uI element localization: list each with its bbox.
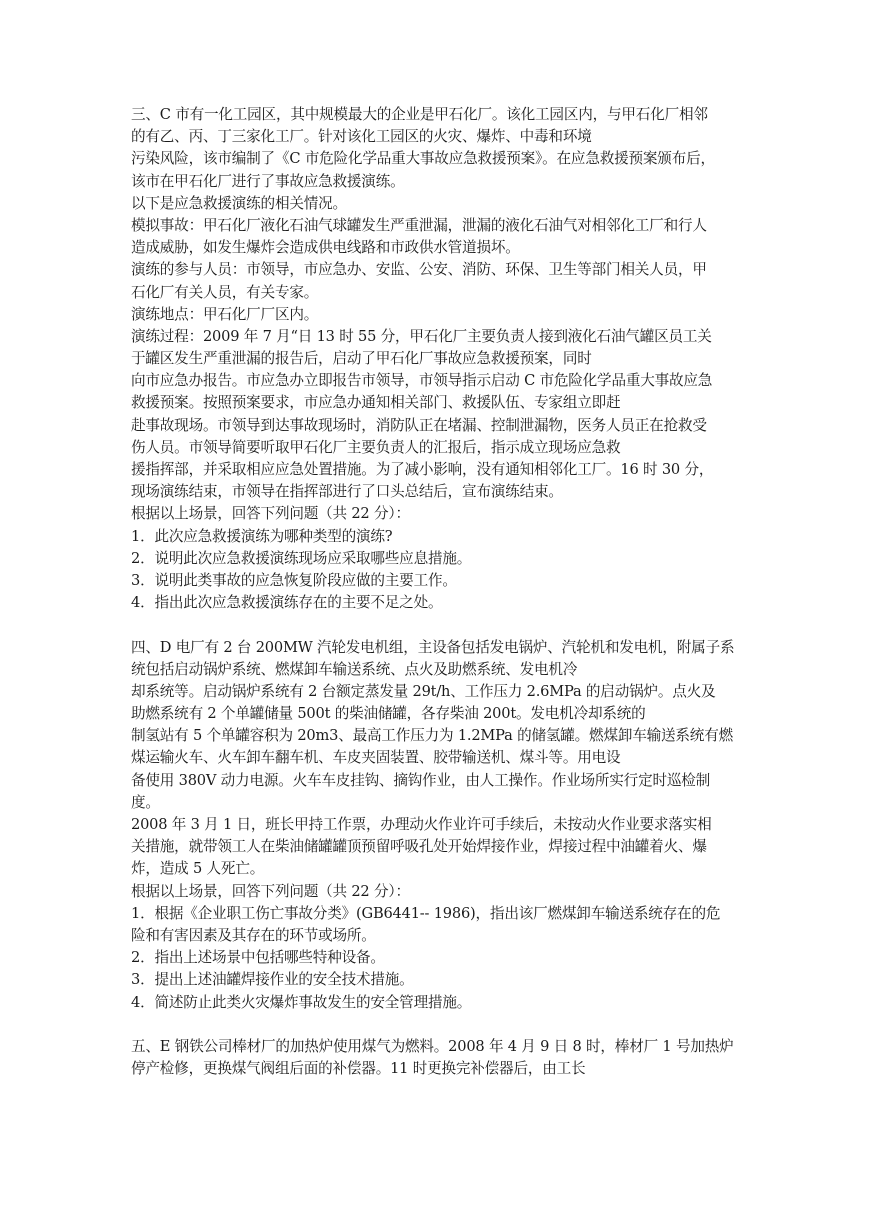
section-3-line: 石化厂有关人员，有关专家。 <box>131 283 319 301</box>
section-3-line: 演练过程：2009 年 7 月“日 13 时 55 分，甲石化厂主要负责人接到液化石油气罐区员工关 <box>131 327 712 345</box>
section-3-line: 于罐区发生严重泄漏的报告后，启动了甲石化厂事故应急救援预案，同时 <box>131 350 592 368</box>
section-4-question: 3．提出上述油罐焊接作业的安全技术措施。 <box>131 971 414 989</box>
section-4-question: 2．指出上述场景中包括哪些特种设备。 <box>131 949 385 967</box>
section-3-question-intro: 根据以上场景，回答下列问题（共 22 分）： <box>131 505 410 523</box>
section-4-question: 4．简述防止此类火灾爆炸事故发生的安全管理措施。 <box>131 993 472 1011</box>
section-3-line: 污染风险，该市编制了《C 市危险化学品重大事故应急救援预案》。在应急救援预案颁布后， <box>131 150 715 168</box>
section-4-line: 2008 年 3 月 1 日，班长甲持工作票，办理动火作业许可手续后，未按动火作业要求落实相 <box>131 816 712 833</box>
section-3-line: 造成威胁，如发生爆炸会造成供电线路和市政供水管道损坏。 <box>131 239 520 257</box>
section-4-question: 险和有害因素及其存在的环节或场所。 <box>131 926 376 944</box>
section-3-line: 向市应急办报告。市应急办立即报告市领导，市领导指示启动 C 市危险化学品重大事故应急 <box>131 372 713 390</box>
section-5-line: 停产检修，更换煤气阀组后面的补偿器。11 时更换完补偿器后，由工长 <box>131 1060 586 1078</box>
section-3-line: 援指挥部，并采取相应应急处置措施。为了减小影响，没有通知相邻化工厂。16 时 30 分， <box>131 461 714 478</box>
section-3-question: 2．说明此次应急救援演练现场应采取哪些应息措施。 <box>131 549 472 567</box>
document-body <box>131 104 743 1080</box>
section-4-question: 1．根据《企业职工伤亡事故分类》(GB6441-- 1986)，指出该厂燃煤卸车输送系统存在的危 <box>131 904 721 922</box>
section-4-line: 关措施，就带领工人在柴油储罐罐顶预留呼吸孔处开始焊接作业，焊接过程中油罐着火、爆 <box>131 838 707 856</box>
section-3-line: 演练的参与人员：市领导，市应急办、安监、公安、消防、环保、卫生等部门相关人员，甲 <box>131 261 707 279</box>
section-3-line: 模拟事故：甲石化厂液化石油气球罐发生严重泄漏，泄漏的液化石油气对相邻化工厂和行人 <box>131 216 707 234</box>
section-3-line: 该市在甲石化厂进行了事故应急救援演练。 <box>131 172 405 190</box>
section-3-question: 1．此次应急救援演练为哪种类型的演练? <box>131 527 393 545</box>
section-3-line: 以下是应急救援演练的相关情况。 <box>131 194 347 212</box>
section-4-line: 煤运输火车、火车卸车翻车机、车皮夹固装置、胶带输送机、煤斗等。用电设 <box>131 749 621 767</box>
section-3 <box>131 104 743 614</box>
section-3-line: 演练地点：甲石化厂厂区内。 <box>131 305 319 323</box>
section-3-question: 3．说明此类事故的应急恢复阶段应做的主要工作。 <box>131 571 457 589</box>
section-3-question: 4．指出此次应急救援演练存在的主要不足之处。 <box>131 594 443 612</box>
section-3-line: 现场演练结束，市领导在指挥部进行了口头总结后，宣布演练结束。 <box>131 483 563 501</box>
section-3-line: 伤人员。市领导简要听取甲石化厂主要负责人的汇报后，指示成立现场应急救 <box>131 438 621 456</box>
section-4-line: 助燃系统有 2 个单罐储量 500t 的柴油储罐，各存柴油 200t。发电机冷却系统的 <box>131 705 646 723</box>
section-4-line: 四、D 电厂有 2 台 200MW 汽轮发电机组，主设备包括发电锅炉、汽轮机和发电机，附属子系 <box>131 638 735 656</box>
section-spacer <box>131 614 743 636</box>
section-3-line: 的有乙、丙、丁三家化工厂。针对该化工园区的火灾、爆炸、中毒和环境 <box>131 128 592 146</box>
section-5 <box>131 1036 743 1080</box>
section-4-line: 统包括启动锅炉系统、燃煤卸车输送系统、点火及助燃系统、发电机冷 <box>131 660 578 678</box>
section-4-line: 制氢站有 5 个单罐容积为 20m3、最高工作压力为 1.2MPa 的储氢罐。燃煤卸车输送系统有燃 <box>131 727 733 745</box>
section-4-line: 炸，造成 5 人死亡。 <box>131 860 265 878</box>
section-spacer <box>131 1014 743 1036</box>
section-3-line: 三、C 市有一化工园区，其中规模最大的企业是甲石化厂。该化工园区内，与甲石化厂相邻 <box>131 106 708 123</box>
section-4-line: 却系统等。启动锅炉系统有 2 台额定蒸发量 29t/h、工作压力 2.6MPa 的启动锅炉。点火及 <box>131 682 716 700</box>
section-4 <box>131 637 743 1014</box>
section-3-line: 赴事故现场。市领导到达事故现场时，消防队正在堵漏、控制泄漏物，医务人员正在抢救受 <box>131 416 707 434</box>
section-5-line: 五、E 钢铁公司棒材厂的加热炉使用煤气为燃料。2008 年 4 月 9 日 8 时，棒材厂 1 号加热炉 <box>131 1037 734 1055</box>
section-3-line: 救援预案。按照预案要求，市应急办通知相关部门、救援队伍、专家组立即赶 <box>131 394 621 412</box>
section-4-question-intro: 根据以上场景，回答下列问题（共 22 分）： <box>131 882 410 900</box>
section-4-line: 度。 <box>131 793 160 811</box>
section-4-line: 备使用 380V 动力电源。火车车皮挂钩、摘钩作业，由人工操作。作业场所实行定时巡检制 <box>131 771 711 789</box>
